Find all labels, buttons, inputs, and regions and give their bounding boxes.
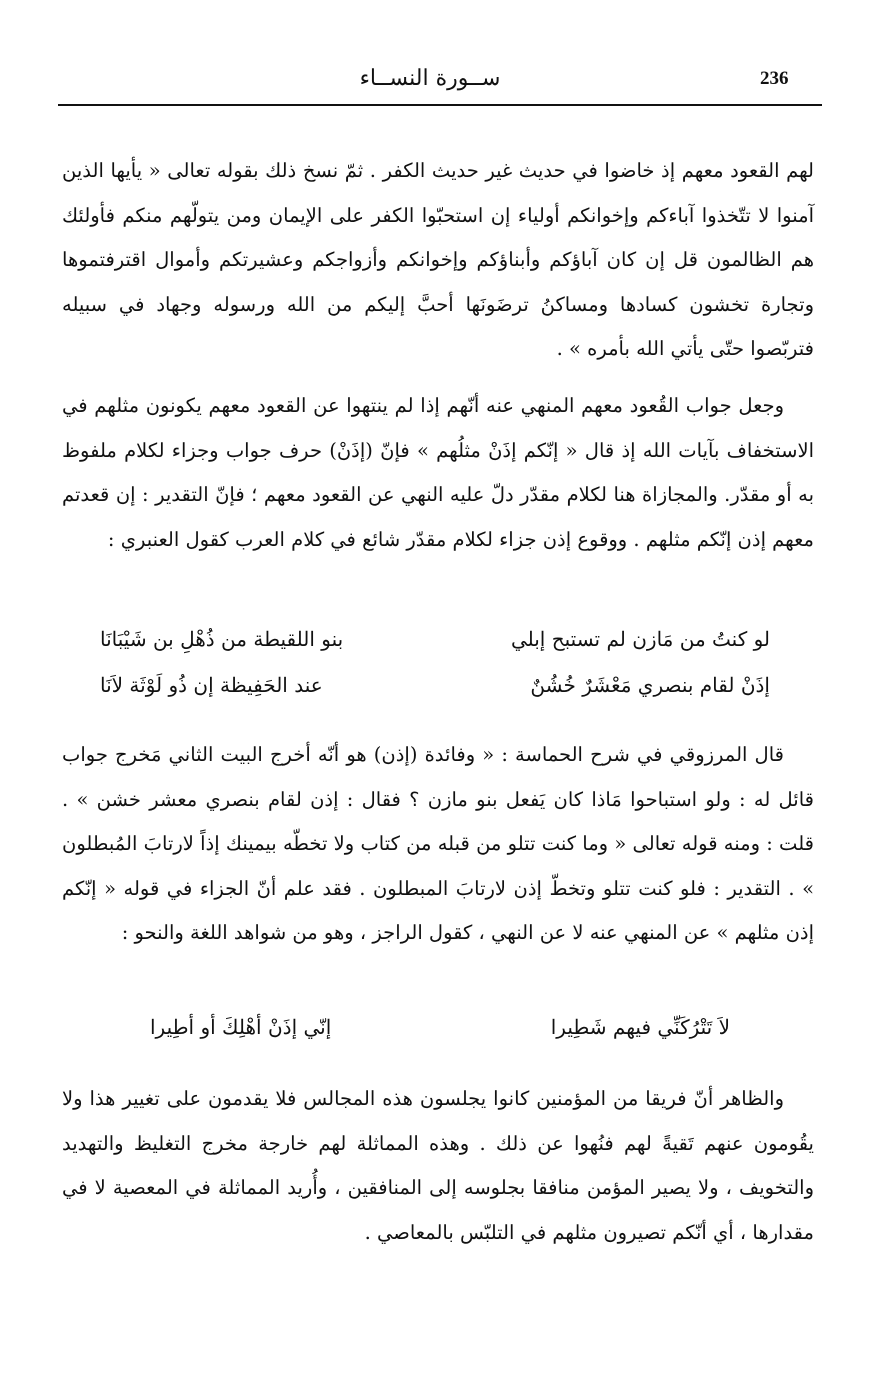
- page-number: 236: [760, 68, 789, 89]
- running-title: ســورة النســاء: [359, 66, 501, 91]
- paragraph-2: وجعل جواب القُعود معهم المنهي عنه أنّهم إذا لم ينتهوا عن القعود معهم يكونون مثلهم في الاستخفاف بآيات الله إذ قال « إنّكم إذَنْ مثلُهم » فإنّ (إذَنْ) حرف جواب وجزاء لكلام ملفوظ به أو مقدّر. والمجازاة هنا لكلام مقدّر دلّ عليه النهي عن القعود معهم ؛ فإنّ التقدير : إن قعدتم معهم إذن إنّكم مثلهم . ووقوع إذن جزاء لكلام مقدّر شائع في كلام العرب كقول العنبري :: [62, 394, 814, 551]
- paragraph-1: لهم القعود معهم إذ خاضوا في حديث غير حديث الكفر . ثمّ نسخ ذلك بقوله تعالى « يأيها الذين آمنوا لا تتّخذوا آباءكم وإخوانكم أولياء إن استحبّوا الكفر على الإيمان ومن يتولّهم منكم فأولئك هم الظالمون قل إن كان آباؤكم وأبناؤكم وإخوانكم وأزواجكم وعشيرتكم وأموال اقترفتموها وتجارة تخشون كسادها ومساكنُ ترضَونَها أحبَّ إليكم من الله ورسوله وجهاد في سبيله فتربّصوا حتّى يأتي الله بأمره » .: [62, 159, 814, 361]
- verse-second-hemistich: إنّي إذَنْ أهْلِكَ أو أطِيرا: [150, 1015, 332, 1039]
- verse-line: [150, 1004, 730, 1050]
- header-rule: [58, 104, 822, 106]
- verse-first-hemistich: لاَ تَتْرُكَنِّي فيهم شَطِيرا: [550, 1015, 730, 1039]
- verse-first-hemistich: لو كنتُ من مَازن لم تستبح إبلي: [510, 627, 770, 651]
- verse-anbari: [100, 616, 770, 708]
- verse-line: [100, 616, 770, 662]
- verse-second-hemistich: عند الحَفِيظة إن ذُو لَوْثَة لاَنَا: [100, 673, 323, 697]
- paragraph-3: قال المرزوقي في شرح الحماسة : « وفائدة (إذن) هو أنّه أخرج البيت الثاني مَخرج جواب قائل له : ولو استباحوا مَاذا كان يَفعل بنو مازن ؟ فقال : إذن لقام بنصري معشر خشن » . قلت : ومنه قوله تعالى « وما كنت تتلو من قبله من كتاب ولا تخطّه بيمينك إذاً لارتابَ المُبطلون » . التقدير : فلو كنت تتلو وتخطّ إذن لارتابَ المبطلون . فقد علم أنّ الجزاء في قوله « إنّكم إذن مثلهم » عن المنهي عنه لا عن النهي ، كقول الراجز ، وهو من شواهد اللغة والنحو :: [62, 743, 814, 945]
- verse-first-hemistich: إذَنْ لقام بنصري مَعْشَرٌ خُشُنٌ: [530, 673, 770, 697]
- verse-second-hemistich: بنو اللقيطة من ذُهْلِ بن شَيْبَانَا: [100, 627, 344, 651]
- verse-line: [100, 662, 770, 708]
- paragraph-4: والظاهر أنّ فريقا من المؤمنين كانوا يجلسون هذه المجالس فلا يقدمون على تغيير هذا ولا يقُومون عنهم تَقيةً لهم فنُهوا عن ذلك . وهذه المماثلة لهم خارجة مخرج التغليظ والتهديد والتخويف ، ولا يصير المؤمن منافقا بجلوسه إلى المنافقين ، وأُريد المماثلة في المعصية لا في مقدارها ، أي أنّكم تصيرون مثلهم في التلبّس بالمعاصي .: [62, 1087, 814, 1244]
- verse-rajiz: [150, 1004, 730, 1050]
